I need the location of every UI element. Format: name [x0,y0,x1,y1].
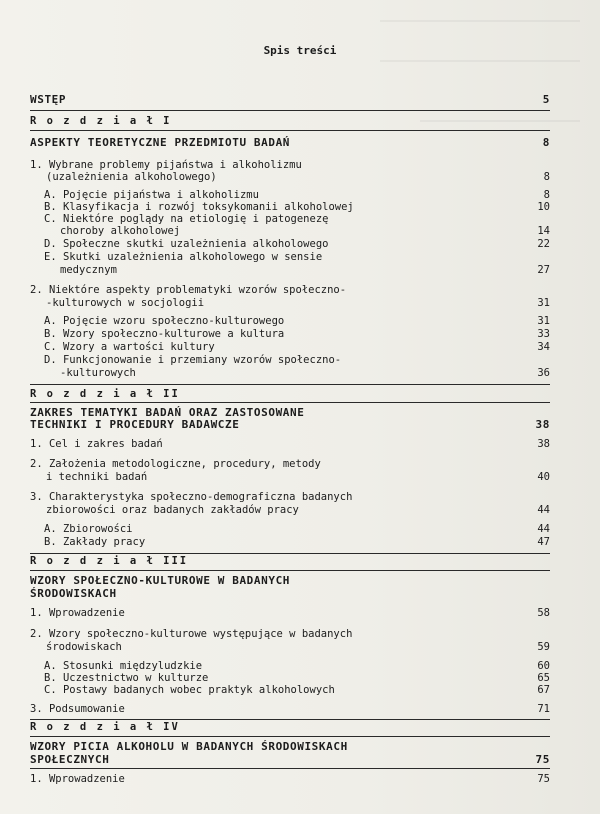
entry-page: 71 [537,703,550,715]
entry-text: ŚRODOWISKACH [30,587,117,600]
chapter-title-cont [30,753,550,767]
bleed-through-shadow [380,60,580,62]
entry-page: 75 [537,773,550,785]
entry-page: 8 [543,171,550,183]
toc-section-cont [46,503,550,517]
entry-text: 3. Podsumowanie [30,703,125,715]
entry-text: B. Uczestnictwo w kulturze [44,672,209,684]
entry-text: i techniki badań [46,471,148,483]
entry-text: ASPEKTY TEORETYCZNE PRZEDMIOTU BADAŃ [30,136,291,149]
toc-subsection-cont [60,366,550,380]
entry-text: choroby alkoholowej [60,225,181,237]
entry-text: (uzależnienia alkoholowego) [46,171,217,183]
entry-text: E. Skutki uzależnienia alkoholowego w sensie [44,251,323,263]
toc-section [30,627,550,641]
toc-section [30,606,550,620]
entry-text: R o z d z i a ł I [30,115,172,127]
entry-text: D. Społeczne skutki uzależnienia alkoholowego [44,238,329,250]
entry-text: SPOŁECZNYCH [30,753,110,766]
entry-page: 65 [537,672,550,684]
chapter-label [30,720,550,734]
entry-text: C. Postawy badanych wobec praktyk alkoholowych [44,684,335,696]
entry-page: 22 [537,238,550,250]
entry-page: 10 [537,201,550,213]
toc-subsection [44,314,550,328]
entry-page: 5 [542,93,550,106]
toc-subsection [44,327,550,341]
toc-subsection [44,237,550,251]
entry-text: 1. Cel i zakres badań [30,438,163,450]
entry-text: -kulturowych w socjologii [46,297,205,309]
entry-page: 75 [535,753,550,766]
page-title: Spis treści [263,44,337,57]
entry-text: WZORY SPOŁECZNO-KULTUROWE W BADANYCH [30,574,291,587]
toc-entry-intro [30,93,550,107]
toc-section [30,772,550,786]
entry-page: 33 [537,328,550,340]
divider [30,736,550,737]
chapter-label [30,387,550,401]
entry-text: 3. Charakterystyka społeczno-demograficzna badanych [30,491,353,503]
entry-text: 2. Założenia metodologiczne, procedury, metody [30,458,321,470]
entry-text: medycznym [60,264,117,276]
toc-section [30,457,550,471]
entry-page: 8 [542,136,550,149]
entry-text: A. Stosunki międzyludzkie [44,660,203,672]
entry-text: TECHNIKI I PROCEDURY BADAWCZE [30,418,240,431]
toc-subsection [44,522,550,536]
toc-section-cont [46,296,550,310]
entry-text: B. Klasyfikacja i rozwój toksykomanii alkoholowej [44,201,354,213]
entry-page: 38 [537,438,550,450]
entry-page: 60 [537,660,550,672]
entry-text: ZAKRES TEMATYKI BADAŃ ORAZ ZASTOSOWANE [30,406,305,419]
entry-text: -kulturowych [60,367,136,379]
entry-page: 58 [537,607,550,619]
entry-text: A. Zbiorowości [44,523,133,535]
entry-text: środowiskach [46,641,122,653]
divider [30,570,550,571]
toc-section [30,437,550,451]
entry-text: WZORY PICIA ALKOHOLU W BADANYCH ŚRODOWISKACH [30,740,348,753]
entry-page: 47 [537,536,550,548]
entry-text: A. Pojęcie pijaństwa i alkoholizmu [44,189,259,201]
chapter-title [30,740,550,754]
entry-text: A. Pojęcie wzoru społeczno-kulturowego [44,315,285,327]
toc-section-cont [46,170,550,184]
entry-text: WSTĘP [30,93,67,106]
entry-text: zbiorowości oraz badanych zakładów pracy [46,504,299,516]
toc-section-cont [46,470,550,484]
divider [30,402,550,403]
entry-text: R o z d z i a ł II [30,388,180,400]
entry-text: D. Funkcjonowanie i przemiany wzorów społeczno- [44,354,342,366]
entry-page: 8 [543,189,550,201]
chapter-title-cont [30,587,550,601]
entry-text: R o z d z i a ł IV [30,721,180,733]
toc-section [30,702,550,716]
entry-page: 27 [537,264,550,276]
divider [30,768,550,769]
entry-page: 59 [537,641,550,653]
entry-page: 34 [537,341,550,353]
chapter-label [30,554,550,568]
toc-subsection [44,340,550,354]
entry-text: R o z d z i a ł III [30,555,189,567]
toc-subsection [44,535,550,549]
entry-page: 36 [537,367,550,379]
entry-page: 44 [537,504,550,516]
entry-text: B. Wzory społeczno-kulturowe a kultura [44,328,285,340]
entry-text: 1. Wprowadzenie [30,607,125,619]
entry-text: C. Niektóre poglądy na etiologię i patogenezę [44,213,329,225]
entry-page: 44 [537,523,550,535]
chapter-title [30,136,550,150]
entry-text: C. Wzory a wartości kultury [44,341,215,353]
entry-text: 2. Niektóre aspekty problematyki wzorów społeczno- [30,284,347,296]
toc-subsection [44,683,550,697]
chapter-title [30,574,550,588]
entry-text: B. Zakłady pracy [44,536,146,548]
entry-text: 2. Wzory społeczno-kulturowe występujące w badanych [30,628,353,640]
toc-section [30,490,550,504]
bleed-through-shadow [380,20,580,22]
toc-subsection-cont [60,224,550,238]
toc-subsection-cont [60,263,550,277]
divider [30,110,550,111]
entry-page: 31 [537,315,550,327]
divider [30,130,550,131]
chapter-label [30,114,550,128]
entry-text: 1. Wprowadzenie [30,773,125,785]
entry-page: 31 [537,297,550,309]
toc-subsection [44,250,550,264]
toc-subsection [44,353,550,367]
toc-section [30,283,550,297]
toc-section-cont [46,640,550,654]
entry-page: 67 [537,684,550,696]
entry-page: 38 [535,418,550,431]
chapter-title-cont [30,418,550,432]
entry-page: 40 [537,471,550,483]
entry-page: 14 [537,225,550,237]
divider [30,384,550,385]
entry-text: 1. Wybrane problemy pijaństwa i alkoholizmu [30,159,302,171]
